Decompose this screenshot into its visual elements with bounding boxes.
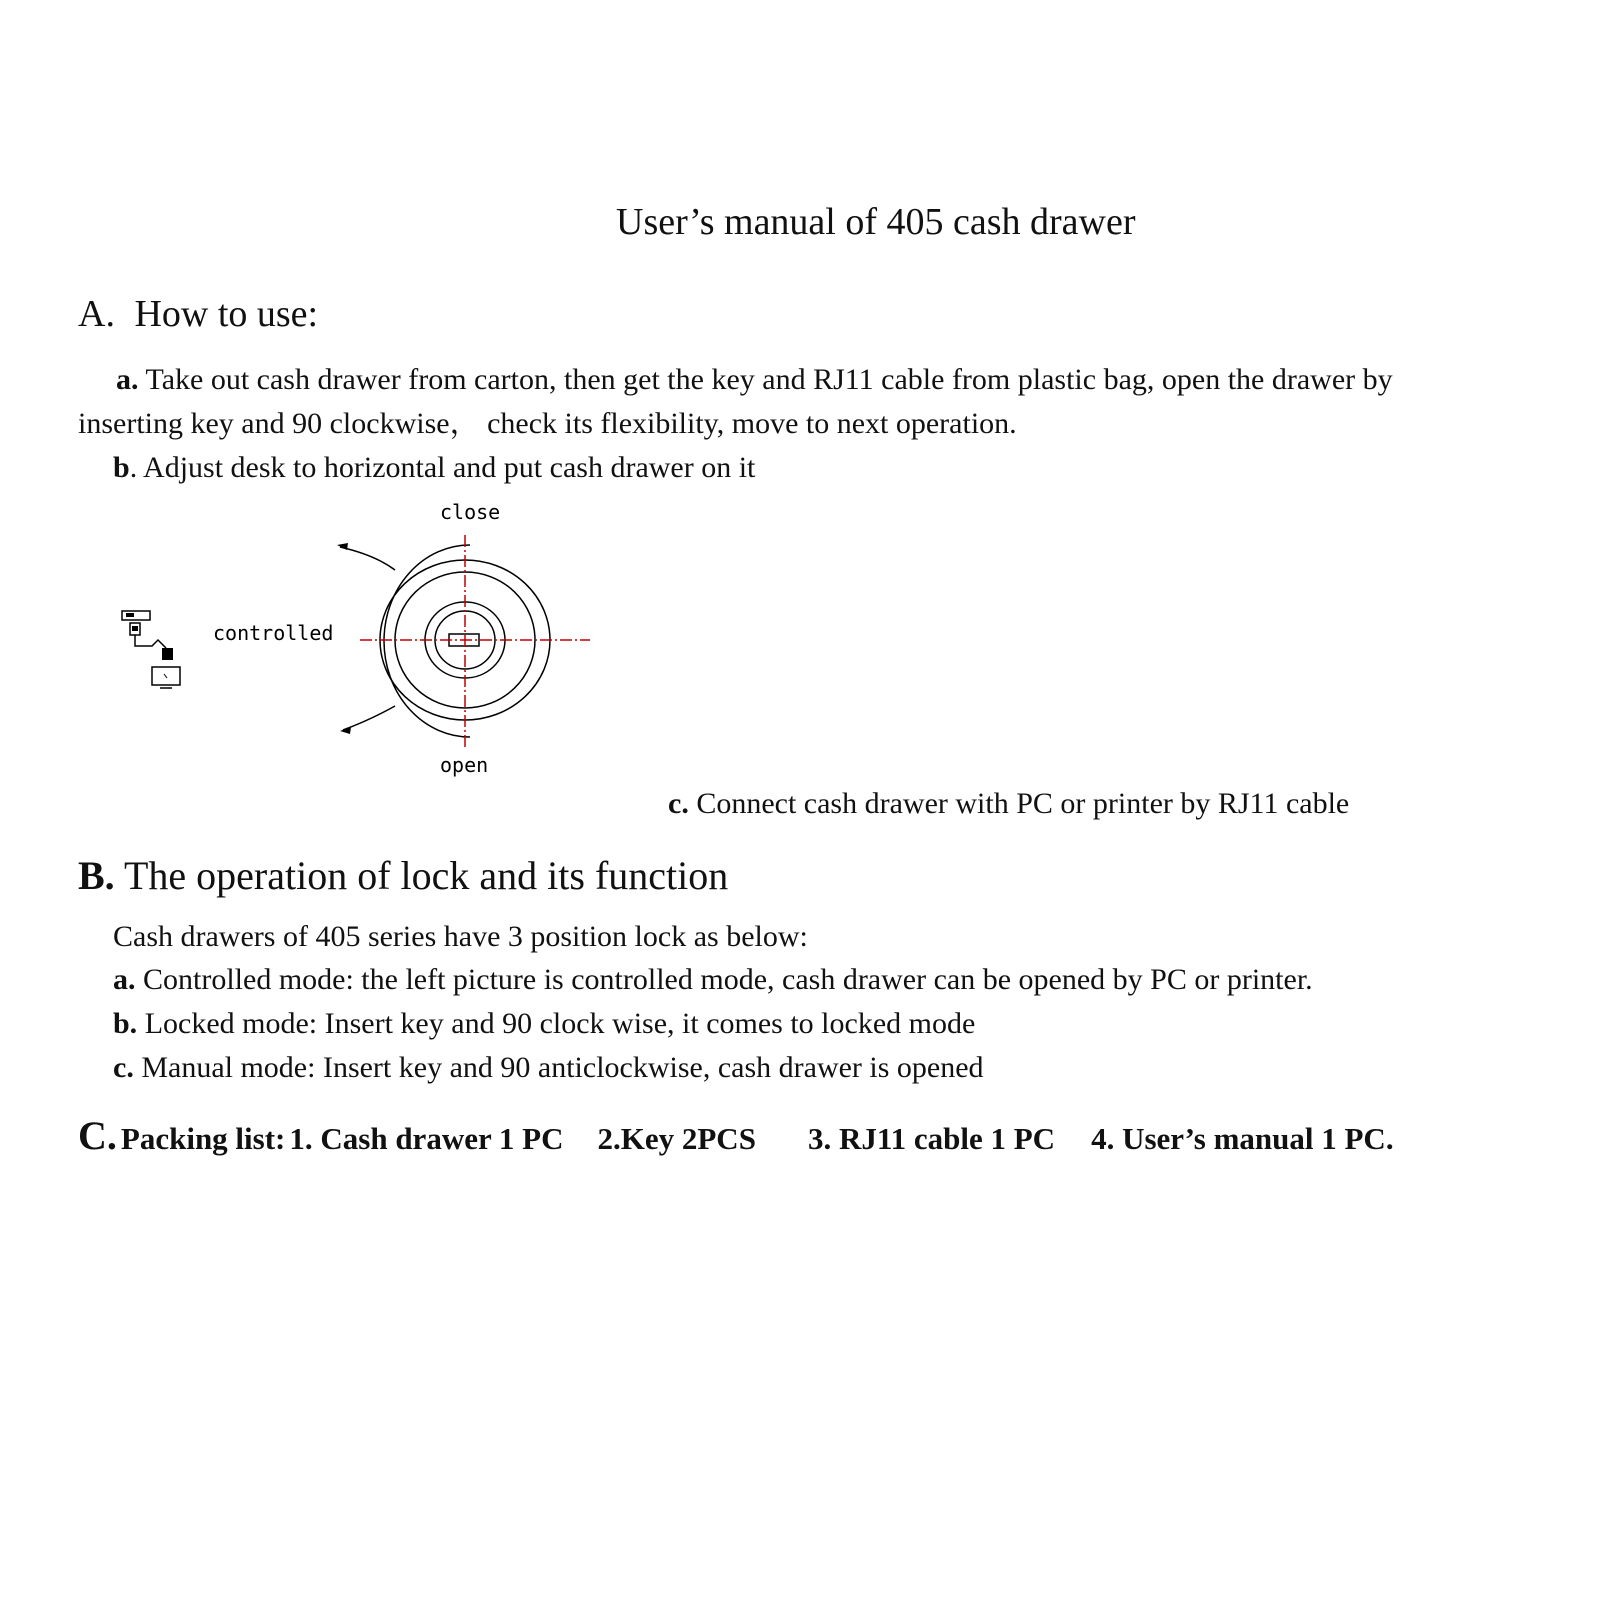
section-b-item-a xyxy=(113,958,1313,1002)
section-a-item-a-line2: inserting key and 90 clockwise， check its flexibility, move to next operation. xyxy=(78,407,1017,440)
page-title: User’s manual of 405 cash drawer xyxy=(616,201,1136,243)
section-a-item-c xyxy=(668,782,1349,826)
section-c-letter: C. xyxy=(78,1113,117,1158)
pc-monitor-icon xyxy=(152,667,180,688)
item-a-text-line1: Take out cash drawer from carton, then get the key and RJ11 cable from plastic bag, open the drawer by xyxy=(138,363,1393,396)
section-a-heading xyxy=(78,292,318,336)
section-b-item-a-text: Controlled mode: the left picture is controlled mode, cash drawer can be opened by PC or printer. xyxy=(135,963,1313,996)
label-open: open xyxy=(440,753,489,777)
section-a-letter: A. xyxy=(78,293,115,335)
item-a-letter: a. xyxy=(116,363,139,396)
close-pointer-arrow xyxy=(337,543,395,570)
section-a-title: How to use: xyxy=(134,293,319,335)
packing-item-cable: 3. RJ11 cable 1 PC xyxy=(807,1121,1056,1156)
section-b-title: The operation of lock and its function xyxy=(114,853,729,898)
packing-item-manual: 4. User’s manual 1 PC. xyxy=(1091,1121,1394,1156)
lock-icon xyxy=(162,648,173,660)
section-b-item-c-letter: c. xyxy=(113,1051,134,1084)
section-b-heading xyxy=(78,852,728,899)
section-a-item-a-line1 xyxy=(116,358,1393,402)
printer-icon xyxy=(122,611,150,620)
item-b-text: . Adjust desk to horizontal and put cash drawer on it xyxy=(129,451,756,484)
label-close: close xyxy=(440,500,501,524)
section-c-packing-list xyxy=(78,1112,1394,1159)
section-b-intro: Cash drawers of 405 series have 3 position lock as below: xyxy=(113,920,808,953)
open-pointer-arrow xyxy=(340,706,395,734)
section-b-item-b xyxy=(113,1002,975,1046)
section-b-item-a-letter: a. xyxy=(113,963,136,996)
section-b-item-b-letter: b. xyxy=(113,1007,138,1040)
label-controlled: controlled xyxy=(213,621,334,645)
packing-item-drawer: 1. Cash drawer 1 PC xyxy=(289,1121,564,1156)
cable-line xyxy=(135,635,166,648)
section-b-item-c xyxy=(113,1046,984,1090)
item-c-text: Connect cash drawer with PC or printer by RJ11 cable xyxy=(688,787,1350,820)
section-a-item-b xyxy=(113,446,755,490)
section-b-letter: B. xyxy=(78,853,115,898)
packing-list-label: Packing list: xyxy=(120,1121,286,1156)
item-c-letter: c. xyxy=(668,787,689,820)
section-b-item-b-text: Locked mode: Insert key and 90 clock wise, it comes to locked mode xyxy=(137,1007,976,1040)
packing-item-key: 2.Key 2PCS xyxy=(597,1121,756,1156)
section-b-item-c-text: Manual mode: Insert key and 90 anticlockwise, cash drawer is opened xyxy=(133,1051,984,1084)
item-b-letter: b xyxy=(113,451,130,484)
drawer-icon xyxy=(130,623,140,635)
lock-position-diagram xyxy=(100,500,620,800)
